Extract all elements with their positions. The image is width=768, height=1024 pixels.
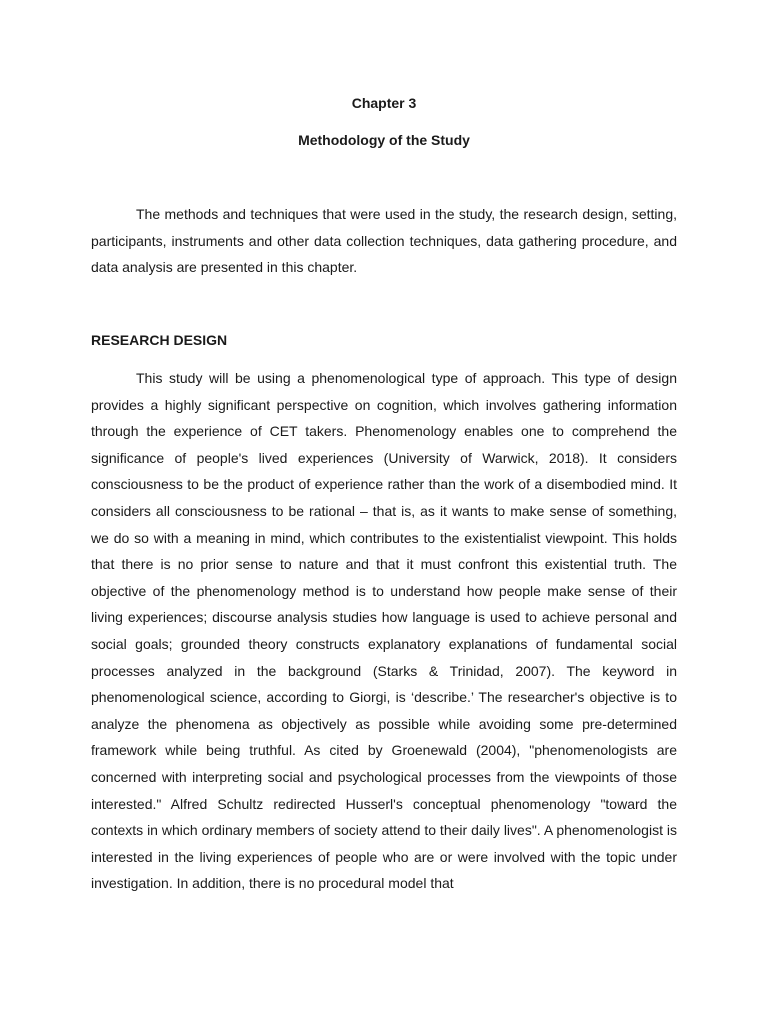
section-heading-research-design: RESEARCH DESIGN (91, 332, 228, 348)
research-design-paragraph: This study will be using a phenomenological type of approach. This type of design provides a highly significant perspective on cognition, which involves gathering information through the experience of CET takers. Phenomenology enables one to comprehend the significance of people's lived experiences (University of Warwick, 2018). It considers consciousness to be the product of experience rather than the work of a disembodied mind. It considers all consciousness to be rational – that is, as it wants to make sense of something, we do so with a meaning in mind, which contributes to the existentialist viewpoint. This holds that there is no prior sense to nature and that it must confront this existential truth. The objective of the phenomenology method is to understand how people make sense of their living experiences; discourse analysis studies how language is used to achieve personal and social goals; grounded theory constructs explanatory explanations of fundamental social processes analyzed in the background (Starks & Trinidad, 2007). The keyword in phenomenological science, according to Giorgi, is ‘describe.’ The researcher's objective is to analyze the phenomena as objectively as possible while avoiding some pre-determined framework while being truthful. As cited by Groenewald (2004), "phenomenologists are concerned with interpreting social and psychological processes from the viewpoints of those interested." Alfred Schultz redirected Husserl's conceptual phenomenology "toward the contexts in which ordinary members of society attend to their daily lives". A phenomenologist is interested in the living experiences of people who are or were involved with the topic under investigation. In addition, there is no procedural model that (91, 370, 677, 892)
chapter-label: Chapter 3 (351, 95, 417, 111)
intro-paragraph: The methods and techniques that were used in the study, the research design, setting, participants, instruments and other data collection techniques, data gathering procedure, and data analysis are presented in this chapter. (91, 206, 677, 276)
chapter-title: Methodology of the Study (298, 132, 470, 148)
